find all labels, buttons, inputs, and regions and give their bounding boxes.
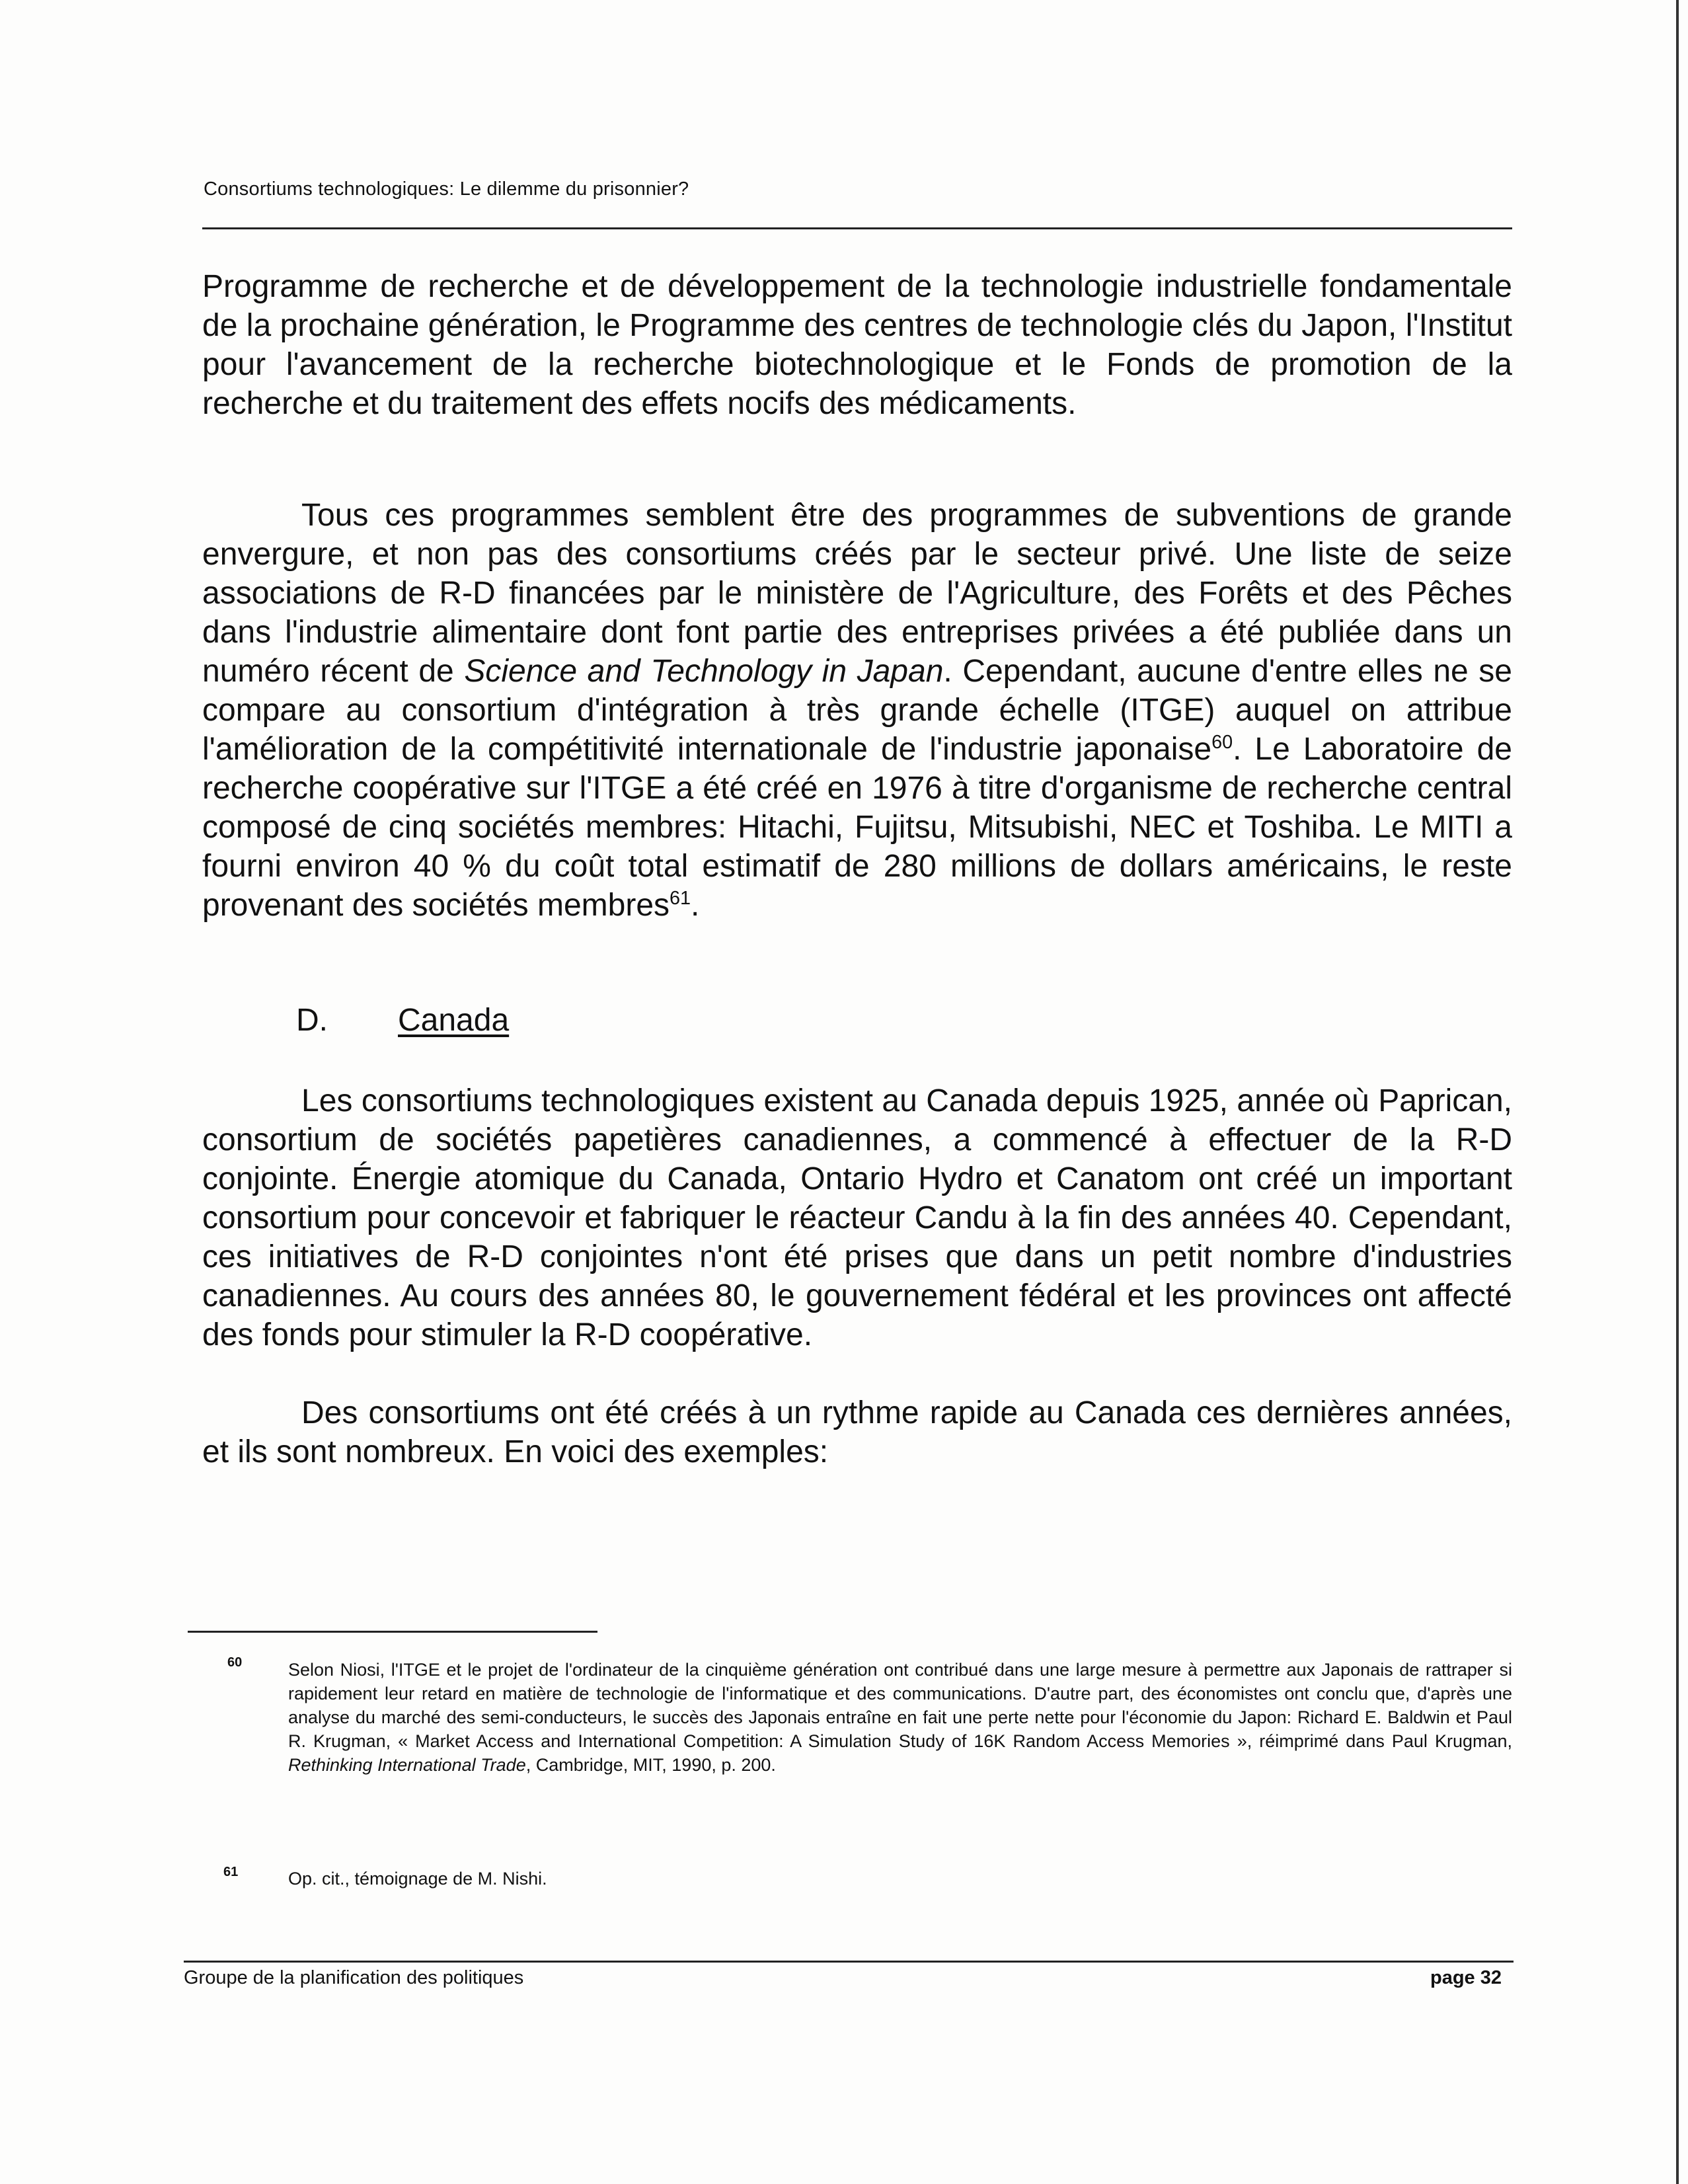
header-rule <box>202 227 1512 229</box>
paragraph-3: Les consortiums technologiques existent au Canada depuis 1925, année où Paprican, consortium de sociétés papetières canadiennes, a commencé à effectuer de la R-D conjointe. Énergie atomique du Canada, Ontario Hydro et Canatom ont créé un important consortium pour concevoir et fabriquer le réacteur Candu à la fin des années 40. Cependant, ces initiatives de R-D conjointes n'ont été prises que dans un petit nombre d'industries canadiennes. Au cours des années 80, le gouvernement fédéral et les provinces ont affecté des fonds pour stimuler la R-D coopérative. <box>202 1083 1512 1352</box>
footnote-separator <box>188 1631 597 1633</box>
footnote-61-number: 61 <box>223 1865 239 1879</box>
footnote-60 <box>288 1658 1512 1777</box>
paragraph-2-part-3: . Le Laboratoire de recherche coopérative sur l'ITGE a été créé en 1976 à titre d'organisme de recherche central composé de cinq sociétés membres: Hitachi, Fujitsu, Mitsubishi, NEC et Toshiba. Le MITI a fourni environ 40 % du coût total estimatif de 280 millions de dollars américains, le reste provenant des sociétés membres <box>202 732 1512 923</box>
footnote-60-number: 60 <box>227 1655 243 1670</box>
footer-organization: Groupe de la planification des politiques <box>184 1967 524 1988</box>
section-letter: D. <box>296 1003 328 1038</box>
paragraph-2 <box>202 496 1512 925</box>
journal-title: Science and Technology in Japan <box>464 654 944 689</box>
footnote-60-part-1: Selon Niosi, l'ITGE et le projet de l'ordinateur de la cinquième génération ont contribué dans une large mesure à permettre aux Japonais de rattraper si rapidement leur retard en matière de technologie de l'informatique et des communications. D'autre part, des économistes ont conclu que, d'après une analyse du marché des semi-conducteurs, le succès des Japonais entraîne en fait une perte nette pour l'économie du Japon: Richard E. Baldwin et Paul R. Krugman, « Market Access and International Competition: A Simulation Study of 16K Random Access Memories », réimprimé dans Paul Krugman, <box>288 1660 1512 1751</box>
footnote-60-part-2: , Cambridge, MIT, 1990, p. 200. <box>525 1755 776 1775</box>
footer-rule <box>184 1961 1514 1963</box>
section-heading-d <box>296 1001 509 1040</box>
footnote-ref-61[interactable]: 61 <box>670 888 691 909</box>
scan-edge-line <box>1676 0 1679 2184</box>
page-number: page 32 <box>1430 1967 1502 1988</box>
footnote-61: Op. cit., témoignage de M. Nishi. <box>288 1869 547 1889</box>
paragraph-2-part-4: . <box>691 888 700 923</box>
paragraph-2-part-2: . Cependant, aucune d'entre elles ne se compare au consortium d'intégration à très grande échelle (ITGE) auquel on attribue l'amélioration de la compétitivité internationale de l'industrie japonaise <box>202 654 1513 767</box>
paragraph-2-part-1: Tous ces programmes semblent être des programmes de subventions de grande envergure, et non pas des consortiums créés par le secteur privé. Une liste de seize associations de R-D financées par le ministère de l'Agriculture, des Forêts et des Pêches dans l'industrie alimentaire dont font partie des entreprises privées a été publiée dans un numéro récent de <box>202 498 1512 689</box>
footnote-ref-60[interactable]: 60 <box>1211 732 1233 753</box>
paragraph-4: Des consortiums ont été créés à un rythme rapide au Canada ces dernières années, et ils sont nombreux. En voici des exemples: <box>202 1395 1512 1469</box>
section-title: Canada <box>398 1003 510 1038</box>
paragraph-1: Programme de recherche et de développement de la technologie industrielle fondamentale de la prochaine génération, le Programme des centres de technologie clés du Japon, l'Institut pour l'avancement de la recherche biotechnologique et le Fonds de promotion de la recherche et du traitement des effets nocifs des médicaments. <box>202 269 1512 421</box>
running-header: Consortiums technologiques: Le dilemme du prisonnier? <box>204 178 689 200</box>
book-title: Rethinking International Trade <box>288 1755 526 1775</box>
